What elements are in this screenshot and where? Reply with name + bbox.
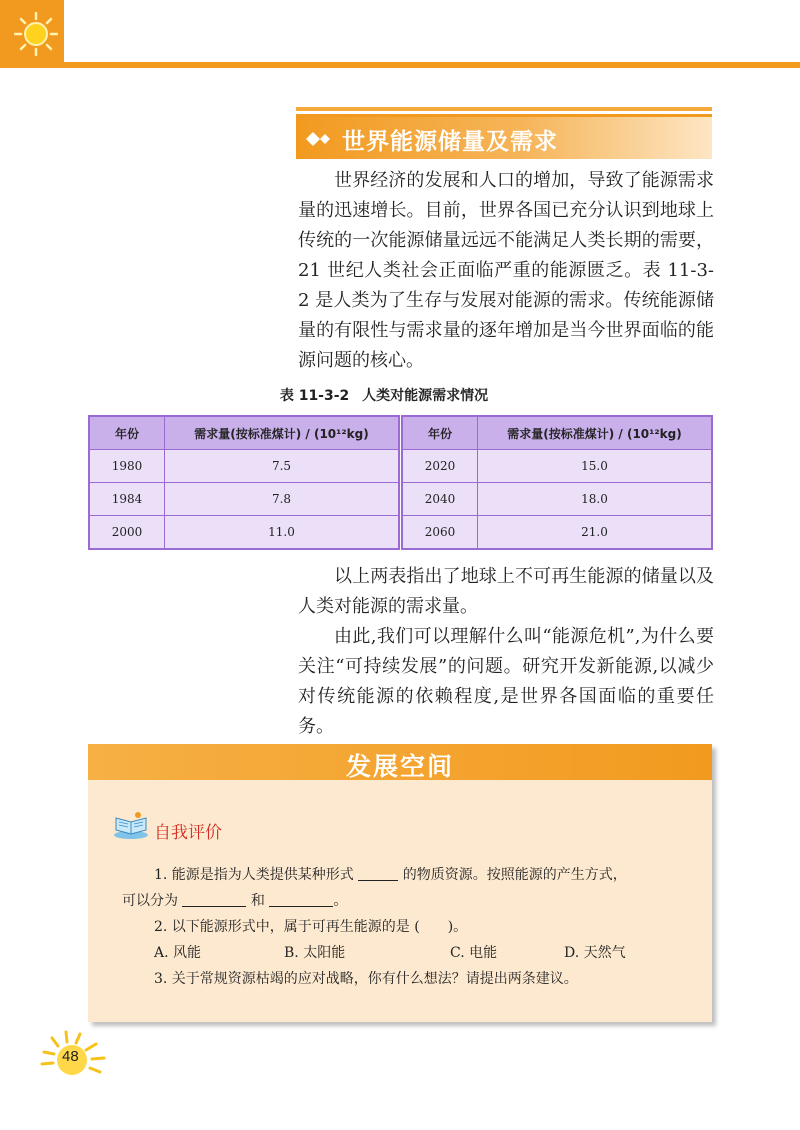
header-demand: 需求量(按标准煤计) / (10¹²kg) bbox=[478, 416, 713, 450]
value-cell: 21.0 bbox=[478, 516, 713, 550]
demand-table-left bbox=[88, 415, 400, 550]
sun-icon bbox=[14, 12, 58, 56]
question-1-text: 1. 能源是指为人类提供某种形式 bbox=[154, 867, 354, 883]
header-line bbox=[64, 62, 800, 68]
table-row bbox=[89, 516, 399, 550]
value-cell: 7.5 bbox=[165, 450, 400, 483]
option-a[interactable]: A. 风能 bbox=[154, 945, 202, 961]
value-cell: 11.0 bbox=[165, 516, 400, 550]
year-cell: 1980 bbox=[89, 450, 165, 483]
development-header bbox=[88, 744, 712, 780]
table-caption-text: 人类对能源需求情况 bbox=[362, 388, 489, 404]
value-cell: 7.8 bbox=[165, 483, 400, 516]
question-2: 2. 以下能源形式中，属于可再生能源的是 ( )。 bbox=[154, 919, 468, 935]
option-c[interactable]: C. 电能 bbox=[450, 945, 498, 961]
self-evaluation-label: 自我评价 bbox=[154, 823, 222, 843]
development-title: 发展空间 bbox=[345, 752, 454, 781]
diamond-bullet-icon bbox=[306, 132, 334, 146]
table-row bbox=[402, 516, 712, 550]
answer-blank[interactable] bbox=[358, 864, 398, 881]
question-3: 3. 关于常规资源枯竭的应对战略，你有什么想法？请提出两条建议。 bbox=[154, 971, 578, 987]
table-row bbox=[89, 483, 399, 516]
year-cell: 2060 bbox=[402, 516, 478, 550]
demand-tables bbox=[88, 415, 713, 541]
header-year: 年份 bbox=[402, 416, 478, 450]
option-b[interactable]: B. 太阳能 bbox=[284, 945, 346, 961]
question-1-text-3: 可以分为 bbox=[122, 893, 178, 909]
section-heading bbox=[296, 114, 712, 159]
demand-table-right bbox=[401, 415, 713, 550]
book-icon bbox=[112, 810, 150, 840]
summary-paragraph: 以上两表指出了地球上不可再生能源的储量以及人类对能源的需求量。 bbox=[298, 566, 714, 617]
header-demand: 需求量(按标准煤计) / (10¹²kg) bbox=[165, 416, 400, 450]
question-1-and: 和 bbox=[250, 893, 265, 909]
question-1-text-2: 的物质资源。按照能源的产生方式， bbox=[402, 867, 627, 883]
development-box bbox=[88, 744, 712, 1022]
year-cell: 1984 bbox=[89, 483, 165, 516]
section-top-bar bbox=[296, 107, 712, 111]
table-row bbox=[402, 450, 712, 483]
year-cell: 2020 bbox=[402, 450, 478, 483]
question-1-cont bbox=[122, 888, 347, 914]
year-cell: 2040 bbox=[402, 483, 478, 516]
crisis-paragraph: 由此,我们可以理解什么叫“能源危机”,为什么要关注“可持续发展”的问题。研究开发新能源,以减少对传统能源的依赖程度,是世界各国面临的重要任务。 bbox=[298, 626, 714, 737]
year-cell: 2000 bbox=[89, 516, 165, 550]
value-cell: 15.0 bbox=[478, 450, 713, 483]
question-1-end: 。 bbox=[333, 893, 348, 909]
answer-blank[interactable] bbox=[182, 890, 246, 907]
header-year: 年份 bbox=[89, 416, 165, 450]
table-row bbox=[89, 450, 399, 483]
table-number: 表 11-3-2 bbox=[279, 388, 350, 404]
question-1 bbox=[154, 862, 627, 888]
intro-paragraph: 世界经济的发展和人口的增加，导致了能源需求量的迅速增长。目前，世界各国已充分认识到地球上传统的一次能源储量远远不能满足人类长期的需要，21 世纪人类社会正面临严重的能源匮乏。表 11-3-2 是人类为了生存与发展对能源的需求。传统能源储量的有限性与需求量的逐年增加是当今世界面临的能源问题的核心。 bbox=[298, 170, 714, 371]
table-caption bbox=[0, 385, 760, 405]
value-cell: 18.0 bbox=[478, 483, 713, 516]
page-number: 48 bbox=[62, 1048, 79, 1065]
answer-blank[interactable] bbox=[269, 890, 333, 907]
table-row bbox=[402, 483, 712, 516]
option-d[interactable]: D. 天然气 bbox=[564, 945, 626, 961]
section-title: 世界能源储量及需求 bbox=[342, 129, 558, 155]
header-block bbox=[0, 0, 64, 68]
